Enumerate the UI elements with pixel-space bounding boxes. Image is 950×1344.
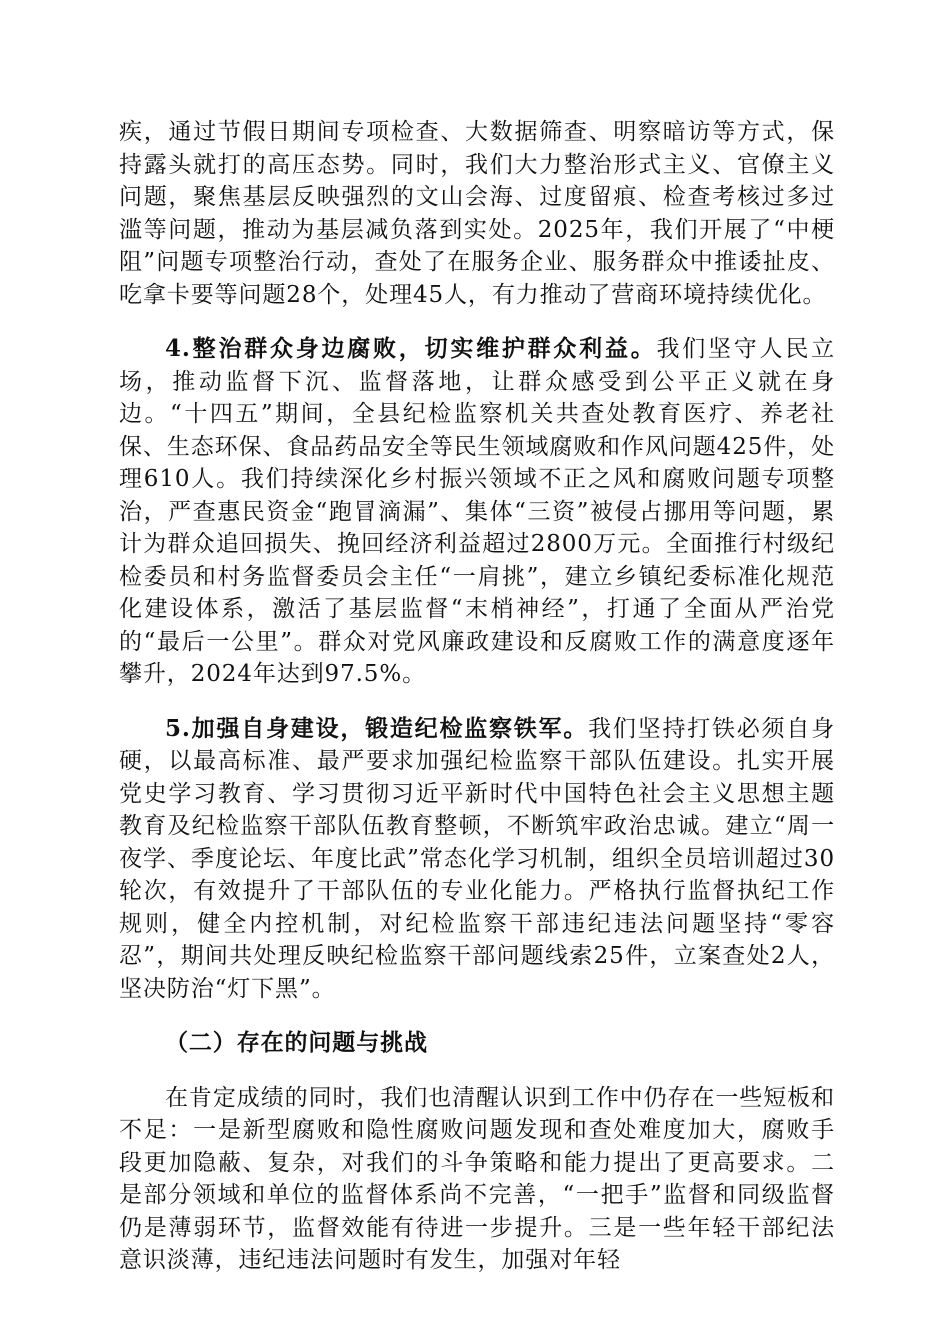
paragraph-continuation: [119, 116, 835, 311]
item-5-text: 我们坚持打铁必须自身硬，以最高标准、最严要求加强纪检监察干部队伍建设。扎实开展党史学习教育、学习贯彻习近平新时代中国特色社会主义思想主题教育及纪检监察干部队伍教育整顿，不断筑牢政治忠诚。建立“周一夜学、季度论坛、年度比武”常态化学习机制，组织全员培训超过30轮次，有效提升了干部队伍的专业化能力。严格执行监督执纪工作规则，健全内控机制，对纪检监察干部违纪违法问题坚持“零容忍”，期间共处理反映纪检监察干部问题线索25件，立案查处2人，坚决防治“灯下黑”。: [119, 715, 835, 1002]
item-4-heading: 4.整治群众身边腐败，切实维护群众利益。: [165, 335, 657, 362]
item-4-text: 我们坚守人民立场，推动监督下沉、监督落地，让群众感受到公平正义就在身边。“十四五”期间，全县纪检监察机关共查处教育医疗、养老社保、生态环保、食品药品安全等民生领域腐败和作风问题425件，处理610人。我们持续深化乡村振兴领域不正之风和腐败问题专项整治，严查惠民资金“跑冒滴漏”、集体“三资”被侵占挪用等问题，累计为群众追回损失、挽回经济利益超过2800万元。全面推行村级纪检委员和村务监督委员会主任“一肩挑”，建立乡镇纪委标准化规范化建设体系，激活了基层监督“末梢神经”，打通了全面从严治党的“最后一公里”。群众对党风廉政建设和反腐败工作的满意度逐年攀升，2024年达到97.5%。: [119, 336, 835, 687]
problems-text: 在肯定成绩的同时，我们也清醒认识到工作中仍存在一些短板和不足：一是新型腐败和隐性腐败问题发现和查处难度加大，腐败手段更加隐蔽、复杂，对我们的斗争策略和能力提出了更高要求。二是部分领域和单位的监督体系尚不完善，“一把手”监督和同级监督仍是薄弱环节，监督效能有待进一步提升。三是一些年轻干部纪法意识淡薄，违纪违法问题时有发生，加强对年轻: [119, 1084, 835, 1273]
item-5-heading: 5.加强自身建设，锻造纪检监察铁军。: [165, 714, 589, 742]
paragraph-text: 疾，通过节假日期间专项检查、大数据筛查、明察暗访等方式，保持露头就打的高压态势。同时，我们大力整治形式主义、官僚主义问题，聚焦基层反映强烈的文山会海、过度留痕、检查考核过多过滥等问题，推动为基层减负落到实处。2025年，我们开展了“中梗阻”问题专项整治行动，查处了在服务企业、服务群众中推诿扯皮、吃拿卡要等问题28个，处理45人，有力推动了营商环境持续优化。: [119, 119, 835, 308]
paragraph-item-5: [119, 713, 835, 1006]
document-page: [119, 116, 835, 1277]
paragraph-item-4: [119, 333, 835, 691]
paragraph-problems: [119, 1082, 835, 1277]
section-heading: （二）存在的问题与挑战: [165, 1029, 428, 1056]
